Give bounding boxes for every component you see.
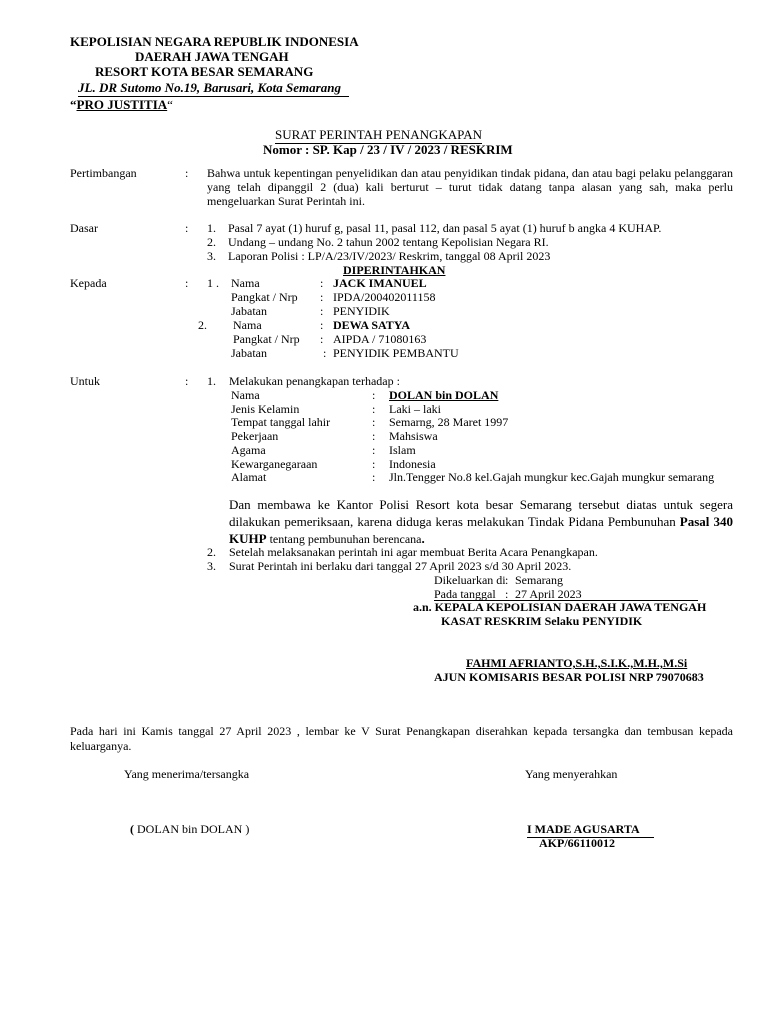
suspect-label: Pekerjaan (231, 429, 279, 443)
suspect-colon: : (372, 388, 376, 402)
document-title: SURAT PERINTAH PENANGKAPAN (275, 127, 482, 142)
bring-text: Dan membawa ke Kantor Polisi Resort kota besar Semarang tersebut diatas untuk segera dilakukan pemeriksaan, karena diduga keras melakukan Tindak Pidana Pembunuhan Pasal 340 KUHP tentang pembunuhan berencana. (229, 497, 733, 546)
untuk-item-num: 2. (207, 545, 216, 559)
suspect-value: Islam (389, 443, 416, 457)
suspect-value: Semarng, 28 Maret 1997 (389, 415, 509, 429)
officer-colon: : (320, 304, 324, 318)
issued-date: 27 April 2023 (515, 587, 582, 601)
officer-position-label: Jabatan (231, 304, 267, 318)
untuk-item-text: Setelah melaksanakan perintah ini agar membuat Berita Acara Penangkapan. (229, 545, 598, 559)
untuk-label: Untuk (70, 374, 100, 388)
suspect-label: Kewarganegaraan (231, 457, 318, 471)
officer-rank: IPDA/200402011158 (333, 290, 436, 304)
officer-num: 2. (198, 318, 207, 332)
suspect-value: Mahsiswa (389, 429, 438, 443)
header-region: DAERAH JAWA TENGAH (135, 49, 289, 64)
officer-rank-label: Pangkat / Nrp (231, 290, 298, 304)
untuk-item-num: 3. (207, 559, 216, 573)
officer-colon: : (320, 318, 324, 332)
signer-title: KASAT RESKRIM Selaku PENYIDIK (441, 614, 643, 628)
header-institution: KEPOLISIAN NEGARA REPUBLIK INDONESIA (70, 34, 359, 49)
diperintahkan-heading: DIPERINTAHKAN (343, 263, 446, 277)
untuk-item-num: 1. (207, 374, 216, 388)
officer-colon: : (320, 276, 324, 290)
issued-place: Semarang (515, 573, 563, 587)
dasar-item-num: 3. (207, 249, 216, 263)
receiver-signature: ( DOLAN bin DOLAN ) (130, 822, 250, 836)
receiver-label: Yang menerima/tersangka (124, 767, 250, 781)
giver-nrp: AKP/66110012 (539, 836, 616, 850)
issued-place-label: Dikeluarkan di (434, 573, 506, 587)
giver-name: I MADE AGUSARTA (527, 822, 654, 838)
suspect-label: Nama (231, 388, 260, 402)
pertimbangan-label: Pertimbangan (70, 166, 137, 180)
officer-num: 1 . (207, 276, 219, 290)
suspect-label: Agama (231, 443, 266, 457)
untuk-item-text: Surat Perintah ini berlaku dari tanggal 27 April 2023 s/d 30 April 2023. (229, 559, 572, 573)
officer-rank: AIPDA / 71080163 (333, 332, 427, 346)
untuk-colon: : (185, 374, 189, 388)
signer-name: FAHMI AFRIANTO,S.H.,S.I.K.,M.H.,M.Si (466, 656, 688, 670)
suspect-address: Jln.Tengger No.8 kel.Gajah mungkur kec.Gajah mungkur semarang (389, 470, 715, 484)
pertimbangan-colon: : (185, 166, 189, 180)
kepada-colon: : (185, 276, 189, 290)
pertimbangan-text: Bahwa untuk kepentingan penyelidikan dan atau penyidikan tindak pidana, dan atau bagi pelaku pelanggaran yang telah dipanggil 2 (dua) kali berturut – turut tidak datang tanpa alasan yang sah, maka perlu mengeluarkan Surat Perintah ini. (207, 166, 733, 208)
handover-text: Pada hari ini Kamis tanggal 27 April 2023 , lembar ke V Surat Penangkapan diserahkan kepada tersangka dan tembusan kepada keluarganya. (70, 724, 733, 753)
document-number: : SP. Kap / 23 / IV / 2023 / RESKRIM (305, 142, 513, 157)
officer-name: JACK IMANUEL (333, 276, 427, 290)
suspect-label: Tempat tanggal lahir (231, 415, 331, 429)
header-address: JL. DR Sutomo No.19, Barusari, Kota Semarang (78, 80, 349, 97)
officer-position: PENYIDIK PEMBANTU (333, 346, 459, 360)
suspect-name: DOLAN bin DOLAN (389, 388, 499, 402)
giver-label: Yang menyerahkan (525, 767, 618, 781)
issued-date-colon: : (505, 587, 509, 601)
officer-colon: : (323, 346, 327, 360)
suspect-colon: : (372, 429, 376, 443)
issued-date-label: Pada tanggal (434, 587, 496, 601)
document-number-label: Nomor (263, 142, 302, 157)
issued-place-colon: : (505, 573, 509, 587)
suspect-label: Alamat (231, 470, 267, 484)
suspect-label: Jenis Kelamin (231, 402, 300, 416)
officer-position: PENYIDIK (333, 304, 390, 318)
dasar-item-text: Undang – undang No. 2 tahun 2002 tentang Kepolisian Negara RI. (228, 235, 549, 249)
officer-colon: : (320, 332, 324, 346)
dasar-item-text: Pasal 7 ayat (1) huruf g, pasal 11, pasal 112, dan pasal 5 ayat (1) huruf b angka 4 KUHAP. (228, 221, 662, 235)
officer-rank-label: Pangkat / Nrp (233, 332, 300, 346)
kepada-label: Kepada (70, 276, 107, 290)
officer-name-label: Nama (233, 318, 262, 332)
header-resort: RESORT KOTA BESAR SEMARANG (95, 64, 314, 79)
suspect-colon: : (372, 470, 376, 484)
signer-authority: a.n. KEPALA KEPOLISIAN DAERAH JAWA TENGAH (413, 600, 707, 614)
pro-justitia: “PRO JUSTITIA“ (70, 97, 173, 112)
suspect-colon: : (372, 402, 376, 416)
suspect-colon: : (372, 443, 376, 457)
suspect-colon: : (372, 457, 376, 471)
suspect-colon: : (372, 415, 376, 429)
signer-rank: AJUN KOMISARIS BESAR POLISI NRP 79070683 (434, 670, 704, 684)
untuk-item-text: Melakukan penangkapan terhadap : (229, 374, 400, 388)
dasar-item-num: 2. (207, 235, 216, 249)
suspect-value: Laki – laki (389, 402, 441, 416)
officer-position-label: Jabatan (231, 346, 267, 360)
dasar-item-text: Laporan Polisi : LP/A/23/IV/2023/ Reskrim, tanggal 08 April 2023 (228, 249, 551, 263)
dasar-item-num: 1. (207, 221, 216, 235)
dasar-colon: : (185, 221, 189, 235)
dasar-label: Dasar (70, 221, 98, 235)
officer-name: DEWA SATYA (333, 318, 411, 332)
suspect-value: Indonesia (389, 457, 436, 471)
officer-name-label: Nama (231, 276, 260, 290)
officer-colon: : (320, 290, 324, 304)
